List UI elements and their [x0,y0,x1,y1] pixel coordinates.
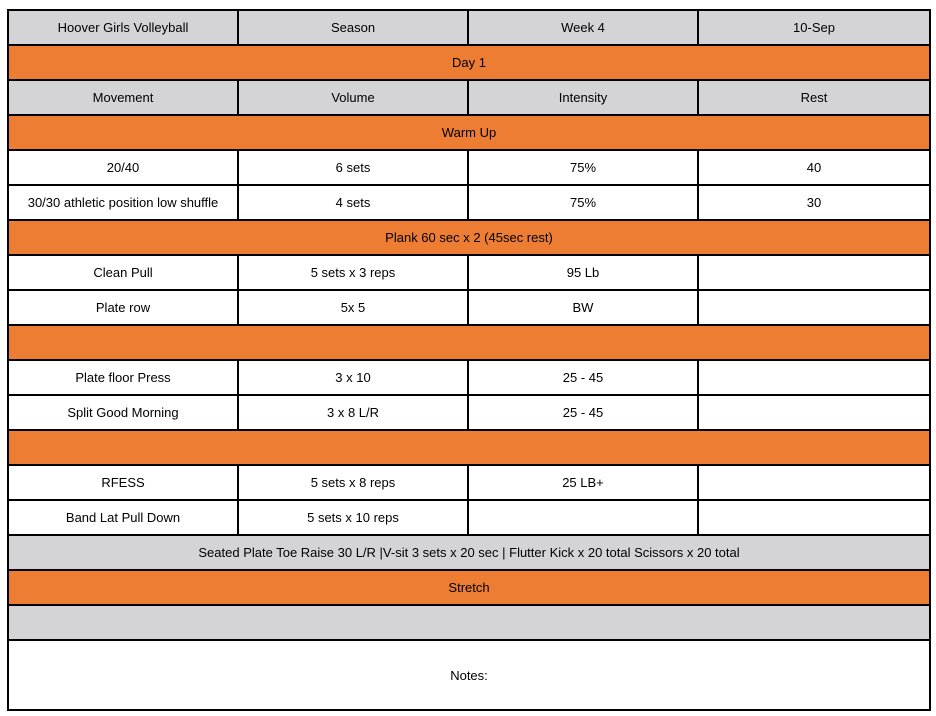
rest-cell[interactable] [698,500,930,535]
day-row [8,45,930,80]
workout-sheet [7,9,931,711]
blank-section-row [8,325,930,360]
movement-cell[interactable]: Plate floor Press [8,360,238,395]
rest-cell[interactable] [698,395,930,430]
plank-section-row [8,220,930,255]
intensity-cell[interactable]: 75% [468,185,698,220]
volume-cell[interactable]: 6 sets [238,150,468,185]
volume-cell[interactable]: 3 x 10 [238,360,468,395]
table-row [8,255,930,290]
warmup-section-row [8,115,930,150]
movement-cell[interactable]: 30/30 athletic position low shuffle [8,185,238,220]
season-cell[interactable]: Season [238,10,468,45]
rest-cell[interactable]: 40 [698,150,930,185]
core-row [8,535,930,570]
blank-section-row [8,430,930,465]
table-row [8,465,930,500]
intensity-cell[interactable]: 95 Lb [468,255,698,290]
rest-cell[interactable] [698,255,930,290]
intensity-cell[interactable]: BW [468,290,698,325]
header-row [8,10,930,45]
table-row [8,500,930,535]
week-cell[interactable]: Week 4 [468,10,698,45]
column-header-movement[interactable]: Movement [8,80,238,115]
column-header-intensity[interactable]: Intensity [468,80,698,115]
rest-cell[interactable] [698,360,930,395]
blank-gray-row [8,605,930,640]
column-header-row [8,80,930,115]
plank-label-cell[interactable]: Plank 60 sec x 2 (45sec rest) [8,220,930,255]
table-row [8,290,930,325]
warmup-label-cell[interactable]: Warm Up [8,115,930,150]
table-row [8,395,930,430]
table-row [8,185,930,220]
volume-cell[interactable]: 3 x 8 L/R [238,395,468,430]
blank-section-cell[interactable] [8,325,930,360]
notes-row [8,640,930,710]
intensity-cell[interactable]: 25 - 45 [468,360,698,395]
intensity-cell[interactable]: 75% [468,150,698,185]
movement-cell[interactable]: 20/40 [8,150,238,185]
movement-cell[interactable]: Clean Pull [8,255,238,290]
blank-section-cell[interactable] [8,430,930,465]
blank-gray-cell[interactable] [8,605,930,640]
stretch-row [8,570,930,605]
rest-cell[interactable] [698,465,930,500]
rest-cell[interactable]: 30 [698,185,930,220]
intensity-cell[interactable]: 25 LB+ [468,465,698,500]
movement-cell[interactable]: Band Lat Pull Down [8,500,238,535]
notes-label: Notes: [450,667,488,683]
notes-cell[interactable] [8,640,930,710]
intensity-cell[interactable] [468,500,698,535]
stretch-label-cell[interactable]: Stretch [8,570,930,605]
volume-cell[interactable]: 5 sets x 8 reps [238,465,468,500]
volume-cell[interactable]: 5x 5 [238,290,468,325]
volume-cell[interactable]: 4 sets [238,185,468,220]
volume-cell[interactable]: 5 sets x 10 reps [238,500,468,535]
rest-cell[interactable] [698,290,930,325]
column-header-rest[interactable]: Rest [698,80,930,115]
movement-cell[interactable]: RFESS [8,465,238,500]
movement-cell[interactable]: Plate row [8,290,238,325]
table-row [8,360,930,395]
table-row [8,150,930,185]
core-circuit-cell[interactable]: Seated Plate Toe Raise 30 L/R |V-sit 3 sets x 20 sec | Flutter Kick x 20 total Scissors x 20 total [8,535,930,570]
volume-cell[interactable]: 5 sets x 3 reps [238,255,468,290]
date-cell[interactable]: 10-Sep [698,10,930,45]
team-name-cell[interactable]: Hoover Girls Volleyball [8,10,238,45]
day-label-cell[interactable]: Day 1 [8,45,930,80]
intensity-cell[interactable]: 25 - 45 [468,395,698,430]
column-header-volume[interactable]: Volume [238,80,468,115]
movement-cell[interactable]: Split Good Morning [8,395,238,430]
